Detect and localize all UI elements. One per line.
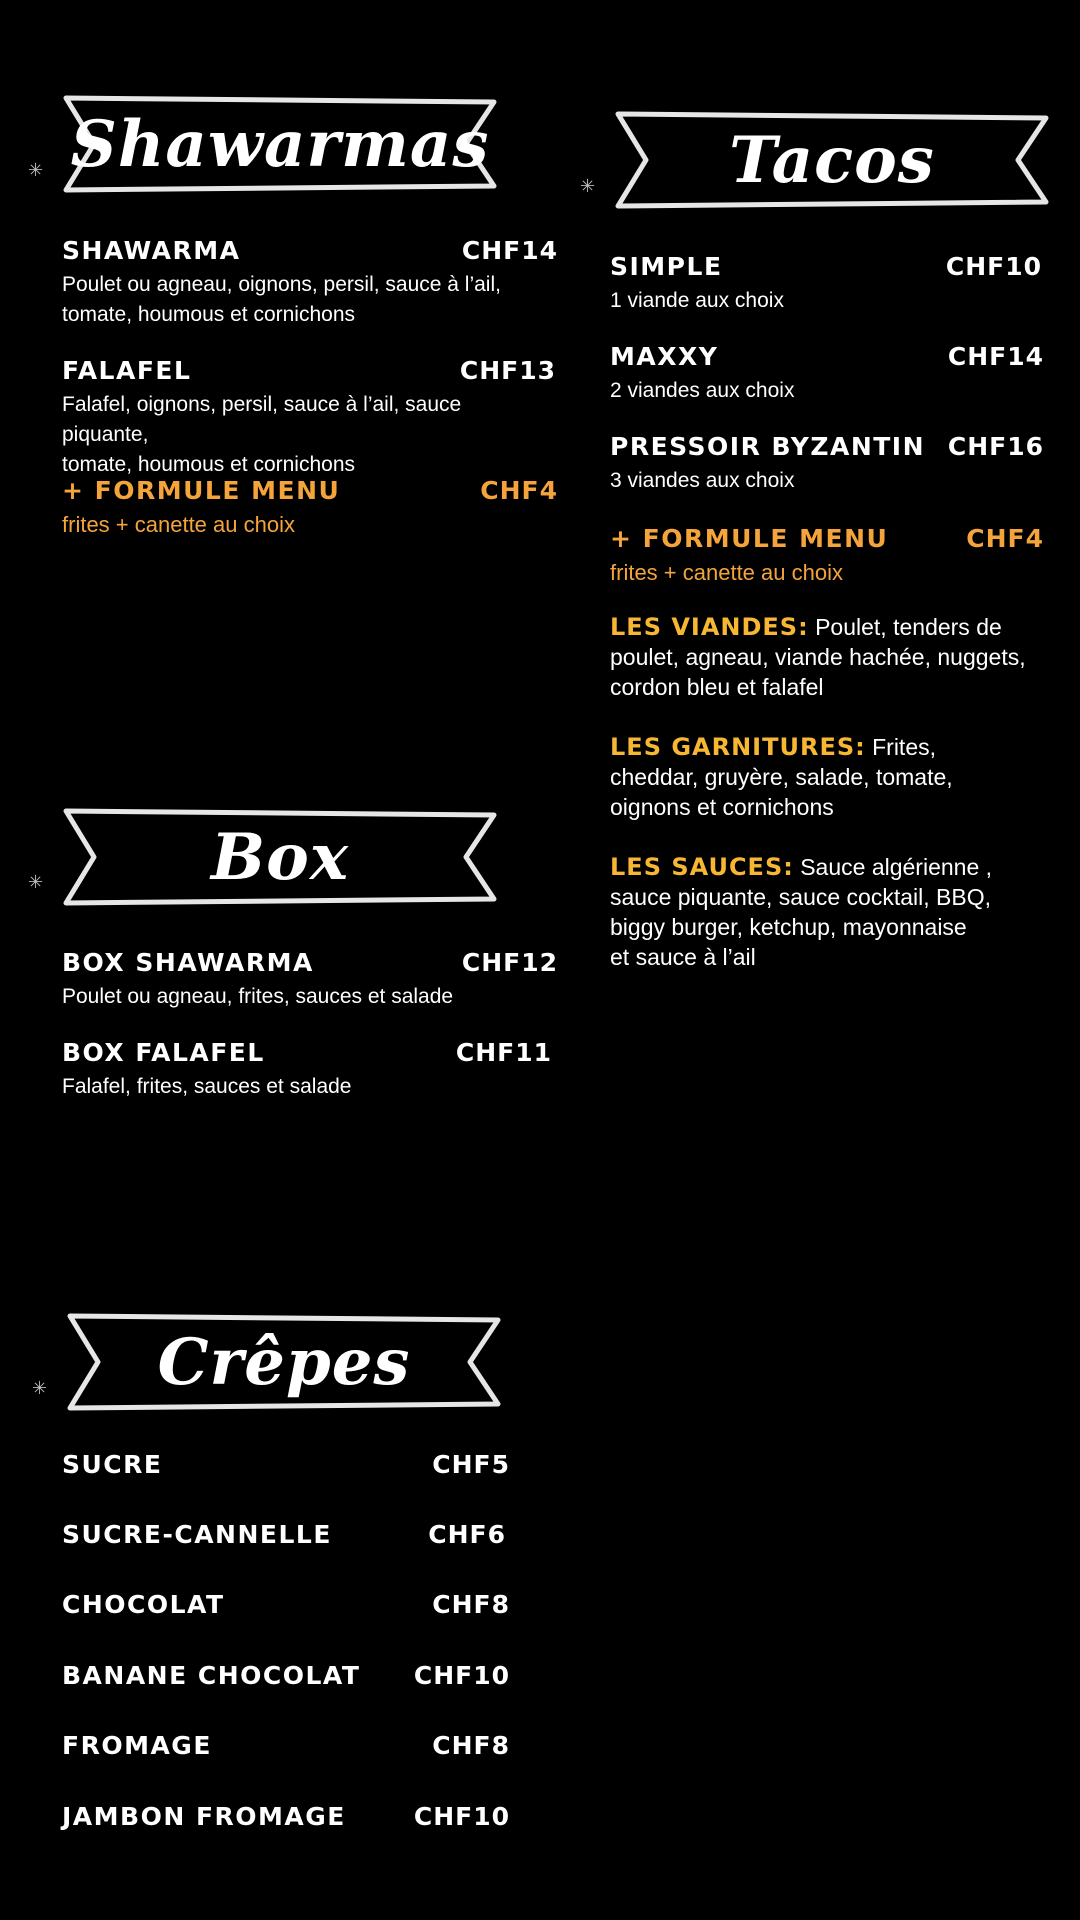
garnitures-text: oignons et cornichons	[610, 794, 834, 820]
viandes-text: cordon bleu et falafel	[610, 674, 824, 700]
item-description: 1 viande aux choix	[610, 289, 784, 312]
item-name: FROMAGE	[62, 1731, 212, 1760]
crepes-banner	[64, 1310, 504, 1414]
viandes-label: LES VIANDES:	[610, 613, 809, 641]
garnitures-text: cheddar, gruyère, salade, tomate,	[610, 764, 953, 790]
item-description: tomate, houmous et cornichons	[62, 453, 355, 476]
item-price: CHF8	[432, 1590, 510, 1619]
crepe-item	[62, 1802, 510, 1836]
menu-item	[62, 1038, 552, 1102]
tacos-title: Tacos	[729, 122, 935, 198]
item-description: Poulet ou agneau, oignons, persil, sauce à l’ail,	[62, 273, 501, 296]
formule-price: CHF4	[966, 524, 1044, 553]
garnitures-label: LES GARNITURES:	[610, 733, 866, 761]
formule-name: + FORMULE MENU	[62, 476, 341, 505]
item-price: CHF13	[459, 356, 556, 385]
sauces-text: biggy burger, ketchup, mayonnaise	[610, 914, 967, 940]
item-description: 3 viandes aux choix	[610, 469, 795, 492]
item-description: tomate, houmous et cornichons	[62, 303, 355, 326]
menu-item	[610, 342, 1044, 406]
item-name: SUCRE	[62, 1450, 163, 1479]
item-description: Falafel, oignons, persil, sauce à l’ail, sauce piquante,	[62, 393, 462, 446]
tacos-banner	[612, 108, 1052, 212]
menu-item	[610, 432, 1044, 496]
sparkle-icon: ✳	[580, 176, 596, 197]
sparkle-icon: ✳	[32, 1378, 48, 1399]
crepe-item	[62, 1731, 510, 1765]
crepe-item	[62, 1450, 510, 1484]
viandes-text: poulet, agneau, viande hachée, nuggets,	[610, 644, 1026, 670]
menu-item	[62, 236, 558, 330]
item-price: CHF14	[947, 342, 1044, 371]
shawarmas-title: Shawarmas	[70, 106, 490, 182]
formule-price: CHF4	[480, 476, 558, 505]
garnitures-text: Frites,	[872, 734, 936, 760]
garnitures-info	[610, 732, 1038, 822]
box-title: Box	[211, 819, 349, 895]
item-name: JAMBON FROMAGE	[62, 1802, 346, 1831]
item-name: CHOCOLAT	[62, 1590, 225, 1619]
item-description: 2 viandes aux choix	[610, 379, 795, 402]
item-price: CHF14	[461, 236, 558, 265]
item-price: CHF6	[428, 1520, 506, 1549]
item-price: CHF10	[945, 252, 1042, 281]
item-price: CHF11	[455, 1038, 552, 1067]
formule-description: frites + canette au choix	[610, 560, 843, 585]
item-description: Falafel, frites, sauces et salade	[62, 1075, 352, 1098]
sauces-text: et sauce à l’ail	[610, 944, 756, 970]
item-name: BOX FALAFEL	[62, 1038, 265, 1067]
sauces-info	[610, 852, 1038, 972]
crepe-item	[62, 1661, 510, 1695]
item-name: BANANE CHOCOLAT	[62, 1661, 361, 1690]
shawarmas-banner	[60, 92, 500, 196]
menu-item	[610, 252, 1042, 316]
item-price: CHF12	[461, 948, 558, 977]
item-name: SUCRE-CANNELLE	[62, 1520, 332, 1549]
item-name: FALAFEL	[62, 356, 192, 385]
crepes-title: Crêpes	[157, 1324, 411, 1400]
formule-menu	[62, 476, 558, 540]
item-description: Poulet ou agneau, frites, sauces et salade	[62, 985, 454, 1008]
item-name: SHAWARMA	[62, 236, 241, 265]
box-banner	[60, 805, 500, 909]
item-name: PRESSOIR BYZANTIN	[610, 432, 926, 461]
crepe-item	[62, 1520, 506, 1554]
menu-item	[62, 948, 558, 1012]
sparkle-icon: ✳	[28, 160, 44, 181]
item-name: SIMPLE	[610, 252, 723, 281]
sparkle-icon: ✳	[28, 872, 44, 893]
crepe-item	[62, 1590, 510, 1624]
item-price: CHF8	[432, 1731, 510, 1760]
formule-name: + FORMULE MENU	[610, 524, 889, 553]
item-name: BOX SHAWARMA	[62, 948, 314, 977]
formule-menu	[610, 524, 1044, 588]
formule-description: frites + canette au choix	[62, 512, 295, 537]
sauces-label: LES SAUCES:	[610, 853, 794, 881]
item-name: MAXXY	[610, 342, 719, 371]
sauces-text: sauce piquante, sauce cocktail, BBQ,	[610, 884, 991, 910]
viandes-info	[610, 612, 1038, 702]
item-price: CHF10	[413, 1802, 510, 1831]
item-price: CHF10	[413, 1661, 510, 1690]
viandes-text: Poulet, tenders de	[815, 614, 1002, 640]
sauces-text: Sauce algérienne ,	[800, 854, 993, 880]
item-price: CHF16	[947, 432, 1044, 461]
item-price: CHF5	[432, 1450, 510, 1479]
menu-item	[62, 356, 556, 480]
